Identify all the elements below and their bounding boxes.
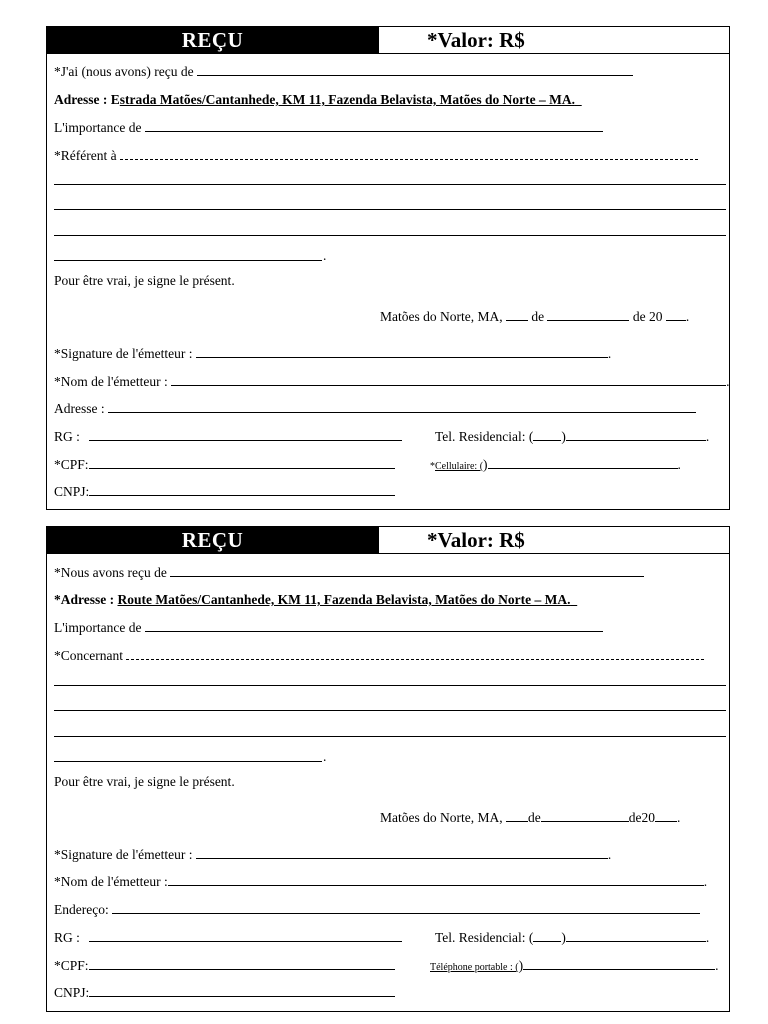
- issuer-name-field[interactable]: [171, 373, 726, 386]
- issuer-name-row: [54, 873, 707, 890]
- cnpj-field[interactable]: [89, 483, 395, 496]
- received-from-field[interactable]: [170, 564, 644, 577]
- amount-header: *Valor: R$: [378, 27, 729, 53]
- concerning-row: [54, 647, 704, 664]
- phone-label: Tel. Residencial: (: [435, 930, 534, 945]
- signature-row: [54, 345, 611, 362]
- truth-statement: Pour être vrai, je signe le présent.: [54, 273, 235, 288]
- address-row: [54, 92, 582, 108]
- issuer-address-row: [54, 400, 696, 417]
- referring-line-3[interactable]: [54, 235, 726, 236]
- address-value: strada Matões/Cantanhede, KM 11, Fazenda Belavista, Matões do Norte – MA.: [119, 92, 575, 107]
- phone-field[interactable]: [566, 428, 706, 441]
- day-field[interactable]: [506, 308, 528, 321]
- referring-label: *Référent à: [54, 148, 117, 163]
- address-row: [54, 592, 577, 608]
- period: .: [607, 847, 612, 862]
- amount-field[interactable]: [145, 119, 603, 132]
- issuer-name-field[interactable]: [168, 873, 704, 886]
- de-label: de: [531, 309, 545, 324]
- rg-label: RG :: [54, 429, 80, 444]
- receipt-title: REÇU: [47, 527, 378, 553]
- period: .: [677, 457, 681, 472]
- address-value: Route Matões/Cantanhede, KM 11, Fazenda Belavista, Matões do Norte – MA.: [117, 592, 571, 607]
- cpf-field[interactable]: [89, 957, 395, 970]
- signature-field[interactable]: [196, 345, 608, 358]
- rg-row: [54, 929, 402, 946]
- rg-label: RG :: [54, 930, 80, 945]
- period: .: [705, 930, 710, 945]
- concerning-label: *Concernant: [54, 648, 123, 663]
- period: .: [705, 429, 710, 444]
- phone-close: ): [561, 429, 566, 444]
- issuer-address-field[interactable]: [108, 400, 696, 413]
- referring-line-1[interactable]: [54, 184, 726, 185]
- cnpj-row: [54, 483, 395, 500]
- period: .: [703, 874, 708, 889]
- truth-statement: Pour être vrai, je signe le présent.: [54, 774, 235, 789]
- amount-row: [54, 619, 603, 636]
- issuer-name-label: *Nom de l'émetteur :: [54, 374, 168, 389]
- received-from-row: [54, 564, 644, 581]
- receipt-title: REÇU: [47, 27, 378, 53]
- phone-row: [435, 428, 709, 445]
- concerning-line-3[interactable]: [54, 736, 726, 737]
- received-from-label: *J'ai (nous avons) reçu de: [54, 64, 194, 79]
- cpf-label: *CPF:: [54, 958, 89, 973]
- concerning-line-1[interactable]: [54, 685, 726, 686]
- year-prefix: de 20: [632, 309, 663, 324]
- receipt-header: [47, 527, 729, 554]
- place-date-row: [380, 308, 689, 325]
- phone-field[interactable]: [566, 929, 706, 942]
- place-label: Matões do Norte, MA,: [380, 309, 503, 324]
- mobile-row: [430, 957, 718, 976]
- receipt-2: [46, 526, 730, 1012]
- cpf-row: [54, 456, 395, 473]
- place-date-row: [380, 809, 680, 826]
- cell-field[interactable]: [488, 456, 678, 469]
- address-label: Adresse : E: [54, 92, 120, 107]
- de-label: de: [527, 810, 541, 825]
- phone-label: Tel. Residencial: (: [435, 429, 534, 444]
- referring-field[interactable]: [120, 147, 698, 160]
- phone-area-field[interactable]: [533, 929, 561, 942]
- month-field[interactable]: [547, 308, 629, 321]
- phone-row: [435, 929, 709, 946]
- year-field[interactable]: [666, 308, 686, 321]
- cnpj-field[interactable]: [89, 984, 395, 997]
- received-from-field[interactable]: [197, 63, 633, 76]
- period: .: [685, 309, 690, 324]
- cell-close: ): [483, 457, 488, 472]
- signature-label: *Signature de l'émetteur :: [54, 847, 193, 862]
- signature-row: [54, 846, 611, 863]
- cpf-row: [54, 957, 395, 974]
- cpf-label: *CPF:: [54, 457, 89, 472]
- cpf-field[interactable]: [89, 456, 395, 469]
- period: .: [323, 749, 327, 764]
- amount-label: L'importance de: [54, 120, 142, 135]
- issuer-name-row: [54, 373, 730, 390]
- referring-row: [54, 147, 698, 164]
- issuer-address-label: Endereço:: [54, 902, 109, 917]
- concerning-line-2[interactable]: [54, 710, 726, 711]
- issuer-address-field[interactable]: [112, 901, 700, 914]
- amount-header: *Valor: R$: [378, 527, 729, 553]
- receipt-1: [46, 26, 730, 510]
- cell-label: Cellulaire: (: [435, 461, 484, 472]
- cnpj-label: CNPJ:: [54, 985, 90, 1000]
- signature-field[interactable]: [196, 846, 608, 859]
- cell-row: [430, 456, 681, 475]
- place-label: Matões do Norte, MA,: [380, 810, 503, 825]
- receipt-header: [47, 27, 729, 54]
- year-field[interactable]: [655, 809, 677, 822]
- amount-label: L'importance de: [54, 620, 142, 635]
- issuer-address-label: Adresse :: [54, 401, 105, 416]
- day-field[interactable]: [506, 809, 528, 822]
- mobile-close: ): [518, 958, 524, 973]
- amount-row: [54, 119, 603, 136]
- received-from-row: [54, 63, 633, 80]
- issuer-name-label: *Nom de l'émetteur :: [54, 874, 168, 889]
- period: .: [715, 958, 719, 973]
- mobile-field[interactable]: [523, 957, 715, 970]
- concerning-field[interactable]: [126, 647, 704, 660]
- cnpj-label: CNPJ:: [54, 484, 90, 499]
- address-label: *Adresse :: [54, 592, 115, 607]
- phone-close: ): [561, 930, 566, 945]
- referring-line-4[interactable]: [54, 260, 322, 261]
- rg-field[interactable]: [89, 929, 402, 942]
- cnpj-row: [54, 984, 395, 1001]
- amount-field[interactable]: [145, 619, 603, 632]
- rg-row: [54, 428, 402, 445]
- referring-line-2[interactable]: [54, 209, 726, 210]
- period: .: [676, 810, 681, 825]
- signature-label: *Signature de l'émetteur :: [54, 346, 193, 361]
- received-from-label: *Nous avons reçu de: [54, 565, 167, 580]
- mobile-label: Téléphone portable : (: [430, 962, 519, 973]
- month-field[interactable]: [541, 809, 629, 822]
- period: .: [726, 374, 730, 389]
- year-prefix: de20: [628, 810, 655, 825]
- issuer-address-row: [54, 901, 700, 918]
- cell-prefix: *: [430, 461, 435, 472]
- concerning-line-4[interactable]: [54, 761, 322, 762]
- rg-field[interactable]: [89, 428, 402, 441]
- phone-area-field[interactable]: [533, 428, 561, 441]
- period: .: [607, 346, 612, 361]
- period: .: [323, 248, 327, 263]
